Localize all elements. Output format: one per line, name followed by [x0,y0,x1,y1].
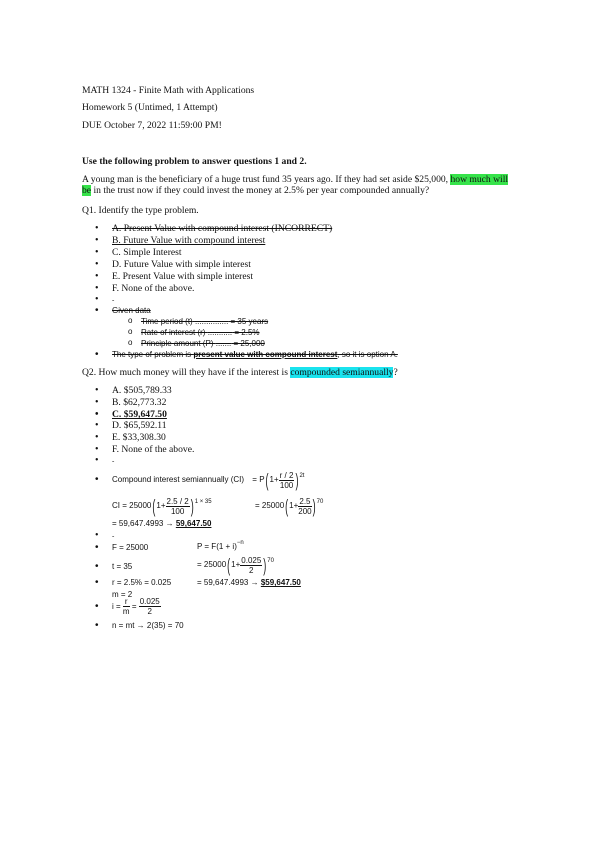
q1-option-f: • F. None of the above. [112,283,194,295]
given-item-rate: o Rate of interest (r) ........... = 2.5% [141,327,260,339]
given-item-principal: o Principle amount (P) ....... = 25,000 [141,338,265,350]
var-f: • F = 25000 [112,542,148,554]
problem-text-end: in the trust now if they could invest the money at 2.5% per year compounded annually? [91,185,430,196]
problem-text-start: A young man is the beneficiary of a huge trust fund 35 years ago. If they had set aside $25,000, [82,174,451,185]
q2-option-b: • B. $62,773.32 [112,397,166,409]
var-r: • r = 2.5% = 0.025 [112,577,171,589]
pv-result: = 59,647.4993 → $59,647.50 [197,578,301,587]
problem-statement [82,174,512,196]
formula-ci-general: • Compound interest semiannually (CI) = P(1+ $\frac{r / 2}{100}$ )$^{2t}$ [112,470,304,490]
q2-option-f: • F. None of the above. [112,444,194,456]
q1-option-a: • A. Present Value with compound interest (INCORRECT) [112,223,332,235]
q2-question: Q2. How much money will they have if the interest is compounded semiannually? [82,367,398,378]
q2-option-e: • E. $33,308.30 [112,432,166,444]
given-item-time: o Time period (t) ............... = 35 years [141,316,268,328]
q2-dash: • - [112,455,114,467]
var-t: • t = 35 [112,561,132,573]
homework-title: Homework 5 (Untimed, 1 Attempt) [82,102,218,113]
formula-ci-answer: 59,647.50 [175,519,212,528]
q2-option-a: • A. $505,789.33 [112,385,172,397]
q1-option-c: • C. Simple Interest [112,247,182,259]
var-n: • n = mt → 2(35) = 70 [112,620,184,632]
course-title: MATH 1324 - Finite Math with Applications [82,85,255,96]
q2-highlight: compounded semiannually [290,367,394,378]
formula-ci-result: = 59,647.4993 → 59,647.50 [112,519,212,528]
q1-dash: • - [112,294,114,306]
problem-highlight-2: be [82,185,92,196]
problem-highlight-1: how much will [450,174,509,185]
q1-conclusion: • The type of problem is present value with compound interest, so it is option A. [112,349,398,361]
pv-answer: $59,647.50 [260,578,301,587]
formula-ci-label: Compound interest semiannually (CI) [112,475,245,485]
formula-ci-substituted: CI = 25000(1+ $\frac{2.5 / 2}{100}$ )$^{1 \times 35}$ [112,495,212,517]
q2-option-c: • C. $59,647.50 [112,409,167,421]
pv-substituted: = 25000(1+ $\frac{0.025}{2}$ )$^{70}$ [197,554,274,576]
q2-dash-2: • - [112,530,114,542]
pv-formula: $P = F(1 + i)^{-n}$ [197,540,244,551]
q1-option-e: • E. Present Value with simple interest [112,271,253,283]
q1-conclusion-answer: present value with compound interest [193,350,338,359]
given-data-label: • Given data [112,305,151,317]
q2-option-d: • D. $65,592.11 [112,420,167,432]
instruction: Use the following problem to answer questions 1 and 2. [82,156,307,167]
q1-option-d: • D. Future Value with simple interest [112,259,251,271]
var-i: • i = $\frac{r}{m}$ = $\frac{0.025}{2}$ [112,596,161,618]
var-m: m = 2 [112,590,133,599]
due-date: DUE October 7, 2022 11:59:00 PM! [82,120,222,131]
formula-ci-simplified: = 25000(1+ $\frac{2.5}{200}$ )$^{70}$ [255,495,324,517]
q1-option-b: • B. Future Value with compound interest [112,235,265,247]
q1-question: Q1. Identify the type problem. [82,205,199,216]
